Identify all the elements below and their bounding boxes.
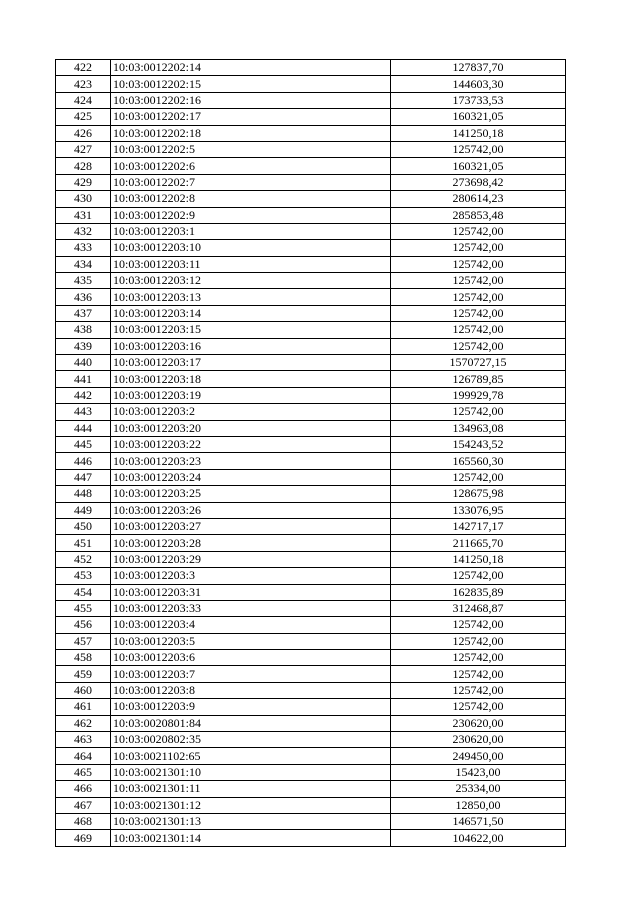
cadastral-number-cell: 10:03:0012203:28 bbox=[111, 535, 391, 551]
table-row bbox=[56, 289, 566, 305]
row-number-cell: 450 bbox=[56, 518, 111, 534]
row-number-cell: 464 bbox=[56, 748, 111, 764]
row-number-cell: 444 bbox=[56, 420, 111, 436]
value-cell: 125742,00 bbox=[391, 322, 566, 338]
value-cell: 133076,95 bbox=[391, 502, 566, 518]
cadastral-number-cell: 10:03:0012203:27 bbox=[111, 518, 391, 534]
row-number-cell: 458 bbox=[56, 650, 111, 666]
table-row bbox=[56, 387, 566, 403]
value-cell: 230620,00 bbox=[391, 715, 566, 731]
cadastral-number-cell: 10:03:0012202:9 bbox=[111, 207, 391, 223]
table-row bbox=[56, 109, 566, 125]
value-cell: 144603,30 bbox=[391, 76, 566, 92]
row-number-cell: 467 bbox=[56, 797, 111, 813]
value-cell: 312468,87 bbox=[391, 600, 566, 616]
table-row bbox=[56, 617, 566, 633]
value-cell: 125742,00 bbox=[391, 650, 566, 666]
value-cell: 125742,00 bbox=[391, 568, 566, 584]
table-row bbox=[56, 76, 566, 92]
value-cell: 211665,70 bbox=[391, 535, 566, 551]
row-number-cell: 442 bbox=[56, 387, 111, 403]
row-number-cell: 440 bbox=[56, 355, 111, 371]
value-cell: 125742,00 bbox=[391, 141, 566, 157]
table-row bbox=[56, 781, 566, 797]
table-row bbox=[56, 207, 566, 223]
value-cell: 125742,00 bbox=[391, 256, 566, 272]
cadastral-number-cell: 10:03:0012203:33 bbox=[111, 600, 391, 616]
table-row bbox=[56, 191, 566, 207]
row-number-cell: 452 bbox=[56, 551, 111, 567]
table-row bbox=[56, 322, 566, 338]
table-row bbox=[56, 584, 566, 600]
cadastral-number-cell: 10:03:0012202:17 bbox=[111, 109, 391, 125]
value-cell: 125742,00 bbox=[391, 617, 566, 633]
table-row bbox=[56, 273, 566, 289]
value-cell: 104622,00 bbox=[391, 830, 566, 846]
table-row bbox=[56, 797, 566, 813]
cadastral-number-cell: 10:03:0012203:7 bbox=[111, 666, 391, 682]
cadastral-number-cell: 10:03:0012203:9 bbox=[111, 699, 391, 715]
value-cell: 173733,53 bbox=[391, 92, 566, 108]
table-row bbox=[56, 600, 566, 616]
table-row bbox=[56, 158, 566, 174]
row-number-cell: 468 bbox=[56, 813, 111, 829]
row-number-cell: 431 bbox=[56, 207, 111, 223]
cadastral-number-cell: 10:03:0012202:14 bbox=[111, 60, 391, 76]
cadastral-number-cell: 10:03:0012203:29 bbox=[111, 551, 391, 567]
row-number-cell: 427 bbox=[56, 141, 111, 157]
table-row bbox=[56, 420, 566, 436]
cadastral-value-table bbox=[55, 59, 566, 847]
row-number-cell: 449 bbox=[56, 502, 111, 518]
cadastral-number-cell: 10:03:0020802:35 bbox=[111, 732, 391, 748]
row-number-cell: 465 bbox=[56, 764, 111, 780]
cadastral-number-cell: 10:03:0012203:15 bbox=[111, 322, 391, 338]
cadastral-number-cell: 10:03:0012203:25 bbox=[111, 486, 391, 502]
value-cell: 125742,00 bbox=[391, 633, 566, 649]
cadastral-number-cell: 10:03:0012202:8 bbox=[111, 191, 391, 207]
row-number-cell: 454 bbox=[56, 584, 111, 600]
row-number-cell: 469 bbox=[56, 830, 111, 846]
table-row bbox=[56, 715, 566, 731]
value-cell: 125742,00 bbox=[391, 289, 566, 305]
row-number-cell: 445 bbox=[56, 436, 111, 452]
row-number-cell: 438 bbox=[56, 322, 111, 338]
table-row bbox=[56, 486, 566, 502]
cadastral-number-cell: 10:03:0012202:15 bbox=[111, 76, 391, 92]
row-number-cell: 459 bbox=[56, 666, 111, 682]
row-number-cell: 455 bbox=[56, 600, 111, 616]
value-cell: 15423,00 bbox=[391, 764, 566, 780]
value-cell: 128675,98 bbox=[391, 486, 566, 502]
value-cell: 141250,18 bbox=[391, 551, 566, 567]
table-row bbox=[56, 371, 566, 387]
table-row bbox=[56, 748, 566, 764]
value-cell: 249450,00 bbox=[391, 748, 566, 764]
value-cell: 146571,50 bbox=[391, 813, 566, 829]
table-row bbox=[56, 92, 566, 108]
cadastral-number-cell: 10:03:0021301:13 bbox=[111, 813, 391, 829]
row-number-cell: 423 bbox=[56, 76, 111, 92]
cadastral-number-cell: 10:03:0012203:14 bbox=[111, 305, 391, 321]
cadastral-number-cell: 10:03:0012203:8 bbox=[111, 682, 391, 698]
table-row bbox=[56, 682, 566, 698]
row-number-cell: 462 bbox=[56, 715, 111, 731]
row-number-cell: 434 bbox=[56, 256, 111, 272]
row-number-cell: 460 bbox=[56, 682, 111, 698]
table-row bbox=[56, 633, 566, 649]
row-number-cell: 461 bbox=[56, 699, 111, 715]
row-number-cell: 457 bbox=[56, 633, 111, 649]
value-cell: 162835,89 bbox=[391, 584, 566, 600]
value-cell: 126789,85 bbox=[391, 371, 566, 387]
row-number-cell: 447 bbox=[56, 469, 111, 485]
table-row bbox=[56, 174, 566, 190]
row-number-cell: 432 bbox=[56, 223, 111, 239]
cadastral-number-cell: 10:03:0012203:2 bbox=[111, 404, 391, 420]
cadastral-number-cell: 10:03:0021102:65 bbox=[111, 748, 391, 764]
cadastral-number-cell: 10:03:0012202:6 bbox=[111, 158, 391, 174]
value-cell: 125742,00 bbox=[391, 223, 566, 239]
row-number-cell: 443 bbox=[56, 404, 111, 420]
row-number-cell: 439 bbox=[56, 338, 111, 354]
row-number-cell: 437 bbox=[56, 305, 111, 321]
row-number-cell: 435 bbox=[56, 273, 111, 289]
cadastral-number-cell: 10:03:0012203:3 bbox=[111, 568, 391, 584]
cadastral-number-cell: 10:03:0012203:13 bbox=[111, 289, 391, 305]
cadastral-number-cell: 10:03:0021301:14 bbox=[111, 830, 391, 846]
value-cell: 125742,00 bbox=[391, 273, 566, 289]
value-cell: 141250,18 bbox=[391, 125, 566, 141]
value-cell: 142717,17 bbox=[391, 518, 566, 534]
value-cell: 12850,00 bbox=[391, 797, 566, 813]
table-row bbox=[56, 551, 566, 567]
cadastral-number-cell: 10:03:0012203:24 bbox=[111, 469, 391, 485]
row-number-cell: 426 bbox=[56, 125, 111, 141]
value-cell: 134963,08 bbox=[391, 420, 566, 436]
value-cell: 230620,00 bbox=[391, 732, 566, 748]
value-cell: 125742,00 bbox=[391, 240, 566, 256]
row-number-cell: 451 bbox=[56, 535, 111, 551]
value-cell: 154243,52 bbox=[391, 436, 566, 452]
table-row bbox=[56, 453, 566, 469]
table-row bbox=[56, 813, 566, 829]
table-row bbox=[56, 666, 566, 682]
cadastral-number-cell: 10:03:0021301:12 bbox=[111, 797, 391, 813]
table-row bbox=[56, 125, 566, 141]
table-body bbox=[56, 60, 566, 847]
table-row bbox=[56, 223, 566, 239]
row-number-cell: 425 bbox=[56, 109, 111, 125]
cadastral-number-cell: 10:03:0012203:12 bbox=[111, 273, 391, 289]
value-cell: 125742,00 bbox=[391, 338, 566, 354]
cadastral-number-cell: 10:03:0012202:7 bbox=[111, 174, 391, 190]
row-number-cell: 422 bbox=[56, 60, 111, 76]
cadastral-number-cell: 10:03:0012203:16 bbox=[111, 338, 391, 354]
row-number-cell: 446 bbox=[56, 453, 111, 469]
table-row bbox=[56, 568, 566, 584]
cadastral-number-cell: 10:03:0012203:22 bbox=[111, 436, 391, 452]
table-row bbox=[56, 60, 566, 76]
row-number-cell: 433 bbox=[56, 240, 111, 256]
table-row bbox=[56, 404, 566, 420]
table-row bbox=[56, 305, 566, 321]
row-number-cell: 463 bbox=[56, 732, 111, 748]
cadastral-number-cell: 10:03:0012203:26 bbox=[111, 502, 391, 518]
value-cell: 285853,48 bbox=[391, 207, 566, 223]
value-cell: 199929,78 bbox=[391, 387, 566, 403]
cadastral-number-cell: 10:03:0012203:23 bbox=[111, 453, 391, 469]
cadastral-number-cell: 10:03:0012202:5 bbox=[111, 141, 391, 157]
row-number-cell: 436 bbox=[56, 289, 111, 305]
row-number-cell: 429 bbox=[56, 174, 111, 190]
table-row bbox=[56, 764, 566, 780]
value-cell: 160321,05 bbox=[391, 109, 566, 125]
row-number-cell: 448 bbox=[56, 486, 111, 502]
cadastral-number-cell: 10:03:0012203:20 bbox=[111, 420, 391, 436]
cadastral-number-cell: 10:03:0012203:4 bbox=[111, 617, 391, 633]
table-row bbox=[56, 650, 566, 666]
row-number-cell: 428 bbox=[56, 158, 111, 174]
table-row bbox=[56, 436, 566, 452]
table-row bbox=[56, 830, 566, 846]
cadastral-number-cell: 10:03:0012203:17 bbox=[111, 355, 391, 371]
table-row bbox=[56, 699, 566, 715]
table-row bbox=[56, 355, 566, 371]
cadastral-number-cell: 10:03:0012203:19 bbox=[111, 387, 391, 403]
value-cell: 160321,05 bbox=[391, 158, 566, 174]
row-number-cell: 456 bbox=[56, 617, 111, 633]
value-cell: 125742,00 bbox=[391, 699, 566, 715]
cadastral-number-cell: 10:03:0012203:31 bbox=[111, 584, 391, 600]
cadastral-number-cell: 10:03:0012203:10 bbox=[111, 240, 391, 256]
row-number-cell: 430 bbox=[56, 191, 111, 207]
value-cell: 165560,30 bbox=[391, 453, 566, 469]
value-cell: 25334,00 bbox=[391, 781, 566, 797]
cadastral-number-cell: 10:03:0020801:84 bbox=[111, 715, 391, 731]
table-row bbox=[56, 518, 566, 534]
row-number-cell: 424 bbox=[56, 92, 111, 108]
value-cell: 125742,00 bbox=[391, 404, 566, 420]
cadastral-number-cell: 10:03:0012203:1 bbox=[111, 223, 391, 239]
table-row bbox=[56, 502, 566, 518]
value-cell: 127837,70 bbox=[391, 60, 566, 76]
row-number-cell: 441 bbox=[56, 371, 111, 387]
table-row bbox=[56, 338, 566, 354]
cadastral-number-cell: 10:03:0012202:18 bbox=[111, 125, 391, 141]
cadastral-number-cell: 10:03:0021301:10 bbox=[111, 764, 391, 780]
value-cell: 125742,00 bbox=[391, 682, 566, 698]
table-row bbox=[56, 240, 566, 256]
table-row bbox=[56, 469, 566, 485]
cadastral-number-cell: 10:03:0021301:11 bbox=[111, 781, 391, 797]
value-cell: 1570727,15 bbox=[391, 355, 566, 371]
row-number-cell: 466 bbox=[56, 781, 111, 797]
value-cell: 280614,23 bbox=[391, 191, 566, 207]
cadastral-number-cell: 10:03:0012203:18 bbox=[111, 371, 391, 387]
cadastral-number-cell: 10:03:0012202:16 bbox=[111, 92, 391, 108]
table-row bbox=[56, 535, 566, 551]
value-cell: 125742,00 bbox=[391, 469, 566, 485]
table-row bbox=[56, 732, 566, 748]
value-cell: 125742,00 bbox=[391, 305, 566, 321]
cadastral-number-cell: 10:03:0012203:6 bbox=[111, 650, 391, 666]
table-row bbox=[56, 256, 566, 272]
value-cell: 273698,42 bbox=[391, 174, 566, 190]
value-cell: 125742,00 bbox=[391, 666, 566, 682]
cadastral-number-cell: 10:03:0012203:5 bbox=[111, 633, 391, 649]
row-number-cell: 453 bbox=[56, 568, 111, 584]
cadastral-number-cell: 10:03:0012203:11 bbox=[111, 256, 391, 272]
table-row bbox=[56, 141, 566, 157]
